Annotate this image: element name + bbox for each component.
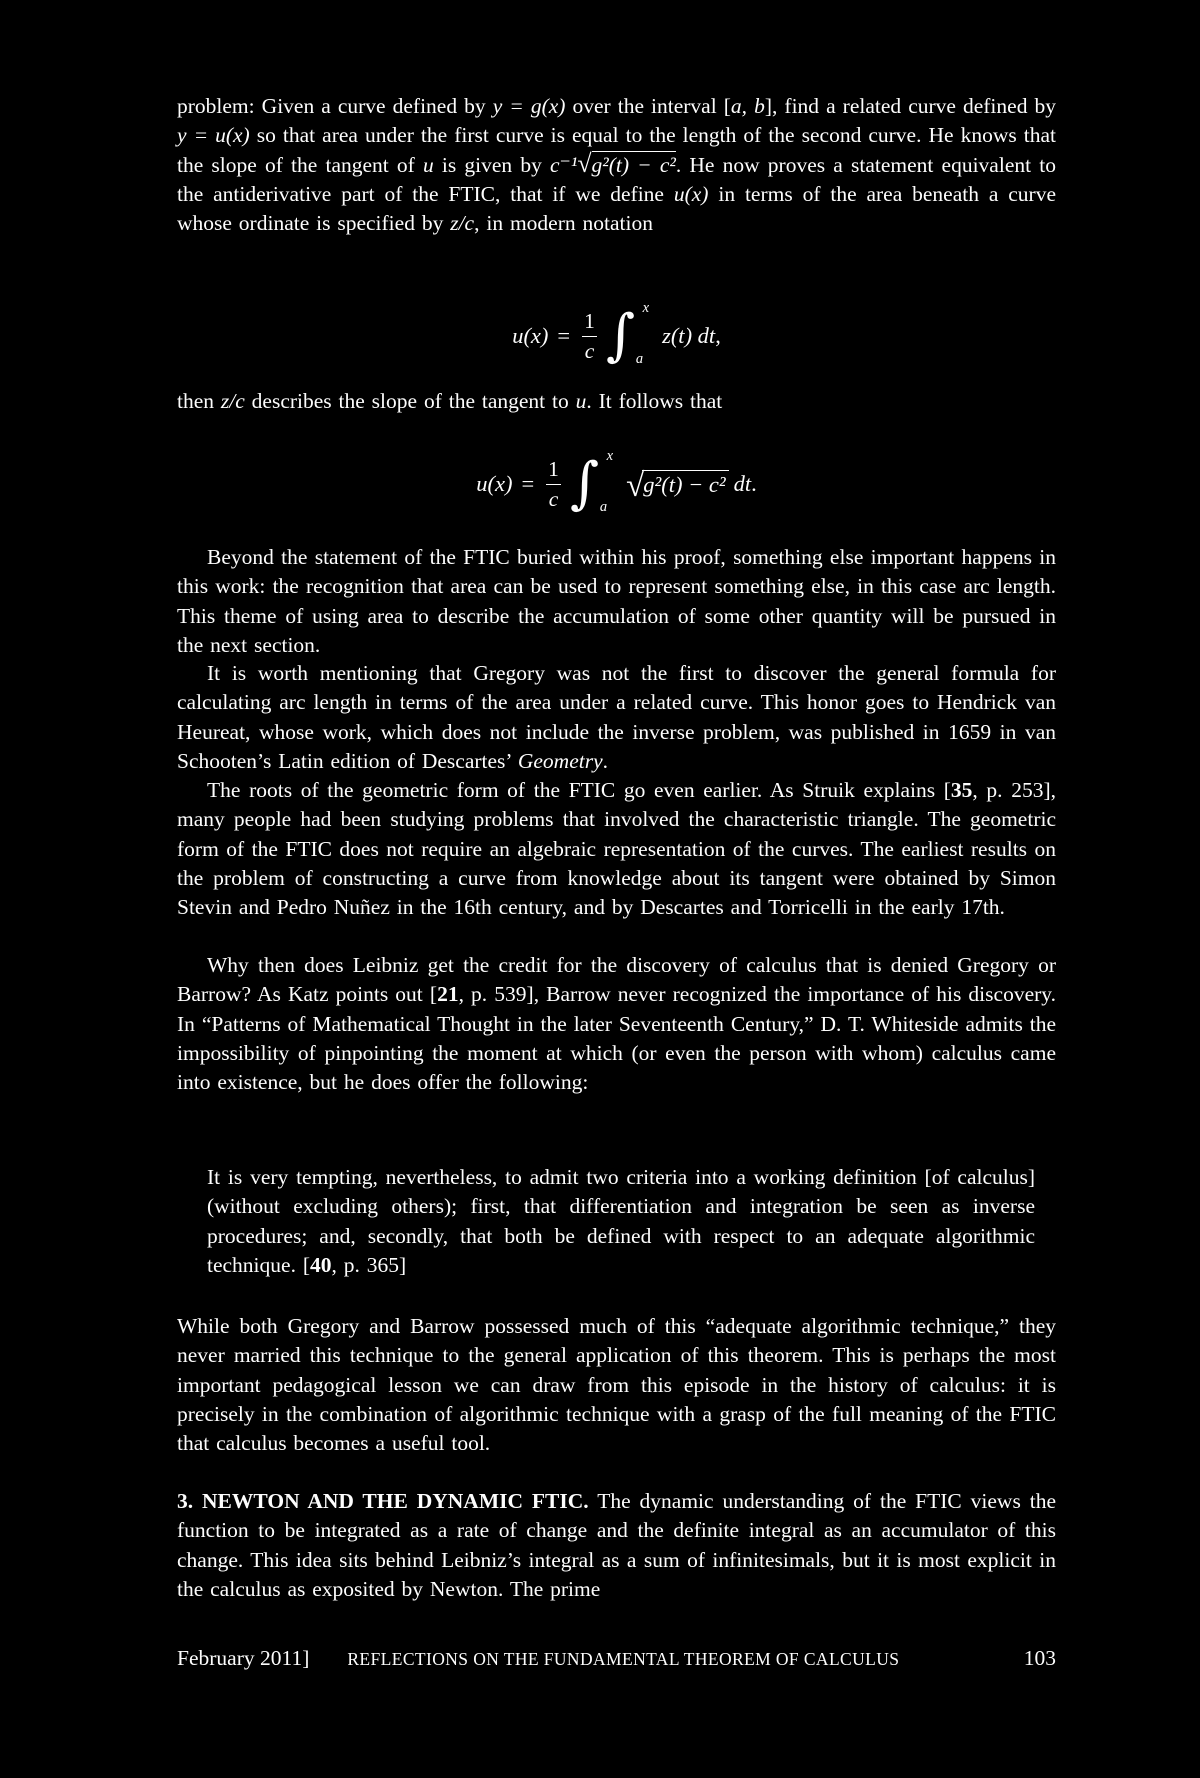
text-segment: , p. 539], Barrow never recognized the importance of his discovery. In “Patterns of Mathematical Thought in the later Seventeenth Century,” D. T. Whiteside admits the impossibility of pinpointing the moment at which (or even the person with whom) calculus came into existence, but he does offer the following: <box>177 982 1056 1095</box>
text-segment: While both Gregory and Barrow possessed much of this “adequate algorithmic technique,” they never married this technique to the general application of this theorem. This is perhaps the most important pedagogical lesson we can draw from this episode in the history of calculus: it is precisely in the combination of algorithmic technique with a grasp of the full meaning of the FTIC that calculus becomes a useful tool. <box>177 1314 1056 1456</box>
integrand: dt <box>733 471 752 496</box>
text-segment: The roots of the geometric form of the FTIC go even earlier. As Struik explains [ <box>207 778 951 802</box>
integral-sign: ∫ <box>569 451 600 516</box>
text-segment: problem: Given a curve defined by <box>177 94 493 118</box>
fraction-denominator: c <box>546 484 562 511</box>
text-segment: u(x) <box>673 181 709 206</box>
paragraph-then-zc <box>177 387 1056 416</box>
text-segment: It is very tempting, nevertheless, to admit two criteria into a working definition [of calculus] (without excluding others); first, that differentiation and integration be seen as inverse procedures; and, secondly, that both be defined with respect to an adequate algorithmic technique. [ <box>207 1165 1035 1277</box>
paragraph-beyond-statement <box>177 543 1056 660</box>
text-segment: , p. 253], many people had been studying problems that involved the characteristic triangle. The geometric form of the FTIC does not require an algebraic representation of the curves. The earliest results on the problem of constructing a curve from knowledge about its tangent were obtained by Simon Stevin and Pedro Nuñez in the 16th century, and by Descartes and Torricelli in the early 17th. <box>177 778 1056 920</box>
display-formula-2 <box>177 446 1056 522</box>
paragraph-roots-geometric <box>177 776 1056 922</box>
radical-sign: √ <box>626 467 645 504</box>
paragraph-why-leibniz <box>177 951 1056 1097</box>
text-segment: . <box>602 748 609 773</box>
text-segment: 21 <box>437 982 459 1007</box>
fraction-numerator: 1 <box>548 456 559 481</box>
text-segment: c⁻¹ <box>550 152 578 177</box>
display-formula-1 <box>177 298 1056 374</box>
footer-issue-date: February 2011] <box>177 1646 310 1670</box>
text-segment: Geometry <box>517 748 603 773</box>
integral-upper-limit: x <box>606 448 614 464</box>
fraction-denominator: c <box>582 336 598 363</box>
text-segment: u <box>423 152 434 177</box>
text-segment: so that area under the first curve is equal to the length of the second curve. He knows that the slope of the tangent of <box>177 123 1056 177</box>
text-segment: describes the slope of the tangent to <box>244 389 576 413</box>
equals-sign: = <box>521 471 535 496</box>
integral-lower-limit: a <box>635 351 644 367</box>
text-segment: . It follows that <box>586 389 723 413</box>
page-footer <box>177 1646 1056 1671</box>
integral-sign: ∫ <box>605 303 636 368</box>
text-segment: in terms of the area beneath a curve whose ordinate is specified by <box>177 181 1057 236</box>
text-segment: z/c <box>220 389 245 413</box>
text-segment: , in modern notation <box>474 211 653 236</box>
text-segment: ], find a related curve defined by <box>764 94 1056 118</box>
text-segment: y = g(x) <box>492 94 566 118</box>
formula-punctuation: . <box>751 471 757 496</box>
footer-page-number: 103 <box>1023 1646 1056 1670</box>
integral-with-limits <box>569 448 614 517</box>
integral-upper-limit: x <box>642 300 650 316</box>
formula-lhs: u(x) <box>512 323 549 348</box>
text-segment: , p. 365] <box>331 1252 407 1277</box>
text-segment: . He now proves a statement equivalent to the antiderivative part of the FTIC, that if we define <box>177 152 1056 206</box>
text-segment: a, b <box>730 94 765 118</box>
text-segment: y = u(x) <box>177 123 250 148</box>
text-segment: over the interval [ <box>565 94 731 118</box>
text-segment: The dynamic understanding of the FTIC views the function to be integrated as a rate of change and the definite integral as an accumulator of this change. This idea sits behind Leibniz’s integral as a sum of infinitesimals, but it is most explicit in the calculus as exposited by Newton. The prime <box>177 1489 1056 1601</box>
integral-with-limits <box>605 300 650 369</box>
text-segment: √ <box>577 148 592 178</box>
integral-lower-limit: a <box>599 499 608 515</box>
equals-sign: = <box>557 323 571 348</box>
paragraph-worth-mentioning <box>177 659 1056 776</box>
footer-running-title: REFLECTIONS ON THE FUNDAMENTAL THEOREM OF CALCULUS <box>347 1649 900 1669</box>
fraction-one-over-c <box>545 458 562 510</box>
text-column <box>177 0 1056 1778</box>
text-segment: u <box>575 389 587 413</box>
text-segment: 3. NEWTON AND THE DYNAMIC FTIC. <box>177 1489 589 1513</box>
blockquote-whiteside <box>207 1163 1035 1280</box>
integrand: z(t) dt <box>662 323 716 348</box>
formula-lhs: u(x) <box>476 471 513 496</box>
text-segment: It is worth mentioning that Gregory was not the first to discover the general formula for calculating arc length in terms of the area under a related curve. This honor goes to Hendrick van Heureat, whose work, which does not include the inverse problem, was published in 1659 in van Schooten’s Latin edition of Descartes’ <box>177 661 1056 773</box>
formula-punctuation: , <box>715 323 721 348</box>
text-segment: g²(t) − c² <box>591 152 676 177</box>
radicand: g²(t) − c² <box>642 470 728 498</box>
text-segment: 35 <box>950 778 973 802</box>
text-segment: then <box>177 389 221 413</box>
text-segment: 40 <box>310 1252 332 1277</box>
paragraph-while-both <box>177 1312 1056 1458</box>
section-newton-dynamic-ftic <box>177 1487 1056 1604</box>
fraction-one-over-c <box>581 310 598 362</box>
text-segment: is given by <box>433 152 551 177</box>
fraction-numerator: 1 <box>584 308 595 333</box>
text-segment: Beyond the statement of the FTIC buried within his proof, something else important happens in this work: the recognition that area can be used to represent something else, in this case arc length. This theme of using area to describe the accumulation of some other quantity will be pursued in the next section. <box>177 545 1056 657</box>
text-segment: Why then does Leibniz get the credit for the discovery of calculus that is denied Gregory or Barrow? As Katz points out [ <box>177 953 1056 1007</box>
paragraph-problem-continuation <box>177 92 1056 238</box>
text-segment: z/c <box>450 211 475 236</box>
